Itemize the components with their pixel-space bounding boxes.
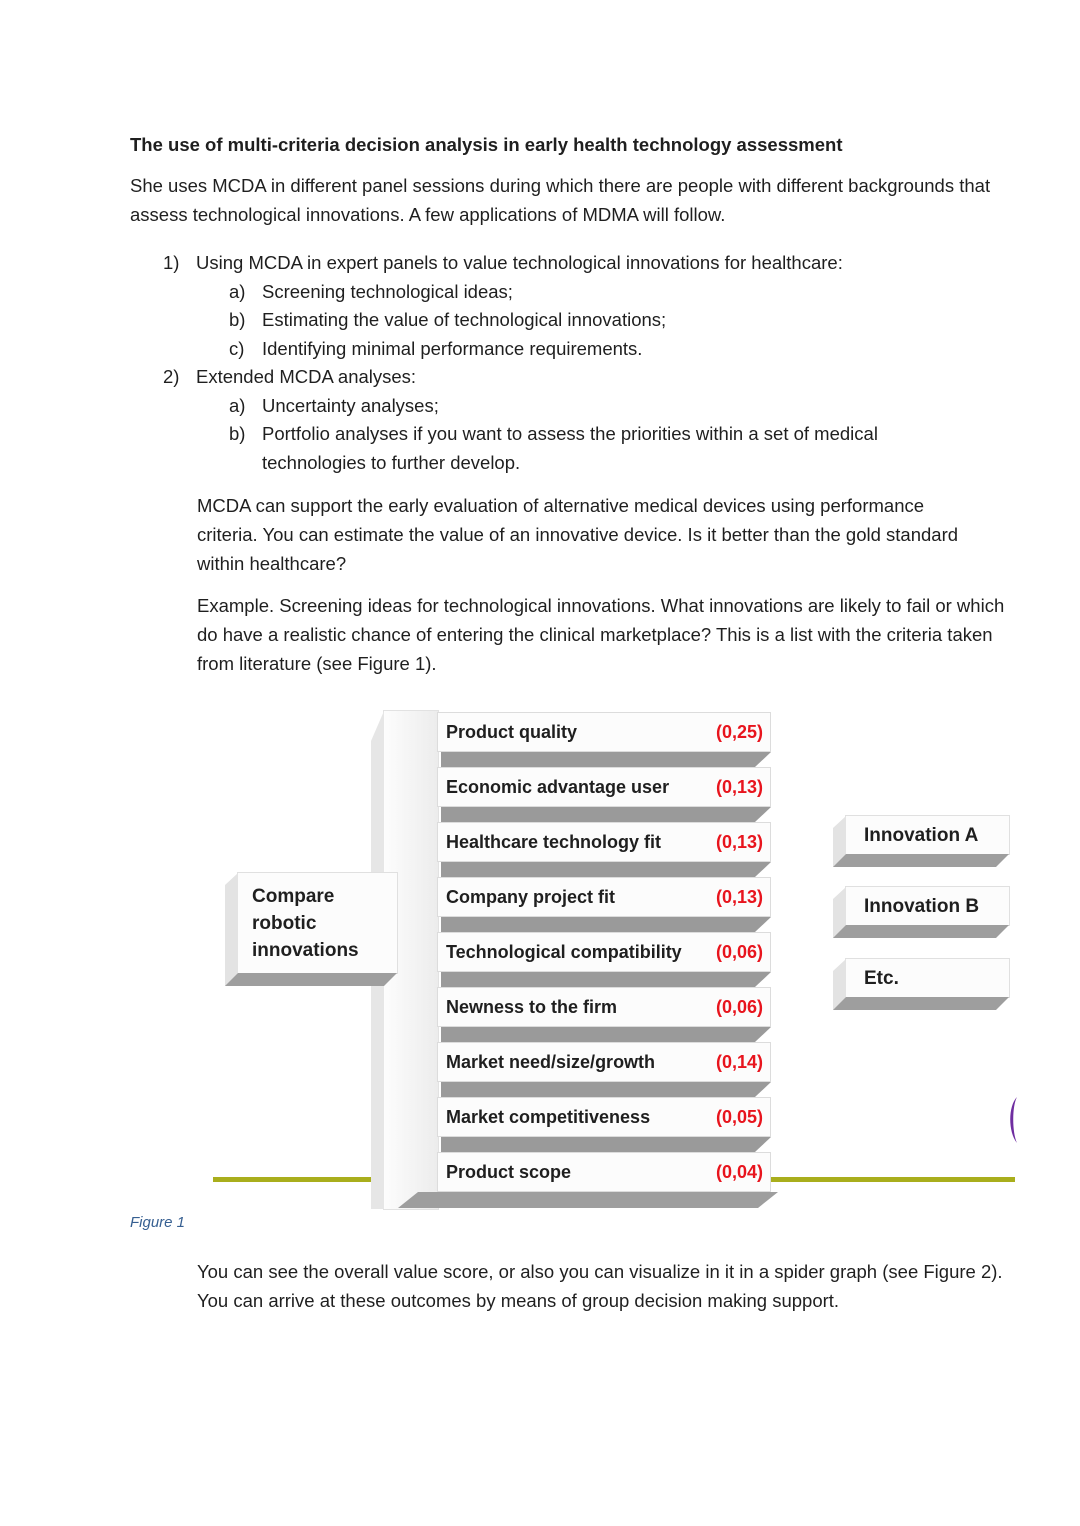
alternative-box: Etc. <box>845 958 1010 998</box>
criterion-weight: (0,14) <box>715 1051 763 1072</box>
alternative-box: Innovation B <box>845 886 1010 926</box>
list-item <box>130 335 1010 364</box>
criterion-shadow-bar <box>441 1082 771 1097</box>
criterion-label: Company project fit <box>446 886 616 907</box>
list-item-text: Estimating the value of technological innovations; <box>262 309 667 330</box>
list-item-text: Screening technological ideas; <box>262 280 513 302</box>
purple-crescent-mark <box>1004 1096 1020 1144</box>
paragraph-example: Example. Screening ideas for technological innovations. What innovations are likely to fail or which do have a realistic chance of entering the clinical marketplace? This is a list with the criteria taken from literature (see Figure 1). <box>197 595 1005 674</box>
list-marker: c) <box>229 337 245 359</box>
list-marker: a) <box>229 280 246 302</box>
paragraph-mcda-support: MCDA can support the early evaluation of alternative medical devices using performance criteria. You can estimate the value of an innovative device. Is it better than the gold standard within healthcare? <box>197 495 959 574</box>
criterion-label: Product scope <box>446 1161 572 1182</box>
criterion-shadow-bar <box>441 752 771 767</box>
list-marker: 2) <box>163 366 180 387</box>
criterion-shadow-bar <box>441 917 771 932</box>
figure-caption: Figure 1 <box>130 1214 186 1231</box>
list-marker: b) <box>229 423 246 444</box>
list-item-text: Using MCDA in expert panels to value technological innovations for healthcare: <box>196 252 843 273</box>
list-item-text: Extended MCDA analyses: <box>196 366 417 387</box>
criterion-weight: (0,25) <box>715 721 763 742</box>
list-item <box>130 420 1010 477</box>
list-item <box>130 363 1010 392</box>
criterion-weight: (0,04) <box>715 1161 763 1182</box>
criterion-box <box>437 1152 771 1192</box>
closing-paragraph: You can see the overall value score, or also you can visualize in it in a spider graph (see Figure 2). You can arrive at these outcomes by means of group decision making support. <box>197 1261 1003 1311</box>
criterion-box <box>437 822 771 862</box>
list-item <box>130 306 1010 335</box>
criterion-label: Economic advantage user <box>446 776 670 797</box>
page-title: The use of multi-criteria decision analysis in early health technology assessment <box>130 134 843 155</box>
criterion-label: Healthcare technology fit <box>446 831 662 852</box>
criterion-label: Newness to the firm <box>446 996 618 1017</box>
criterion-weight: (0,13) <box>715 776 763 797</box>
criterion-box <box>437 932 771 972</box>
criterion-shadow-bar <box>441 972 771 987</box>
criterion-shadow-bar <box>441 862 771 877</box>
list-marker: b) <box>229 309 246 330</box>
criterion-weight: (0,13) <box>715 831 763 852</box>
criterion-weight: (0,06) <box>715 941 763 962</box>
figure-bottom-shadow <box>398 1192 778 1208</box>
criterion-shadow-bar <box>441 1137 771 1152</box>
criterion-box <box>437 877 771 917</box>
alternative-box: Innovation A <box>845 815 1010 855</box>
criterion-shadow-bar <box>441 1027 771 1042</box>
list-marker: 1) <box>163 252 180 273</box>
criterion-box <box>437 1097 771 1137</box>
list-item <box>130 278 1010 307</box>
figure-root-node: Compare robotic innovations <box>237 872 398 974</box>
list-item <box>130 249 1010 278</box>
list-item-text: Uncertainty analyses; <box>262 394 439 416</box>
criterion-label: Technological compatibility <box>446 941 682 962</box>
criterion-weight: (0,05) <box>715 1106 763 1127</box>
criterion-label: Market need/size/growth <box>446 1051 656 1072</box>
criterion-label: Market competitiveness <box>446 1106 651 1127</box>
list-item-text: Identifying minimal performance requirements. <box>262 337 643 359</box>
numbered-list <box>130 249 1010 477</box>
list-marker: a) <box>229 394 246 416</box>
criterion-box <box>437 767 771 807</box>
criterion-shadow-bar <box>441 807 771 822</box>
intro-paragraph: She uses MCDA in different panel sessions during which there are people with different backgrounds that assess technological innovations. A few applications of MDMA will follow. <box>130 175 991 225</box>
list-item-text: Portfolio analyses if you want to assess the priorities within a set of medical technologies to further develop. <box>262 423 878 473</box>
criterion-weight: (0,06) <box>715 996 763 1017</box>
criterion-box <box>437 987 771 1027</box>
list-item <box>130 392 1010 421</box>
criterion-weight: (0,13) <box>715 886 763 907</box>
criterion-box <box>437 712 771 752</box>
criterion-label: Product quality <box>446 721 578 742</box>
criterion-box <box>437 1042 771 1082</box>
